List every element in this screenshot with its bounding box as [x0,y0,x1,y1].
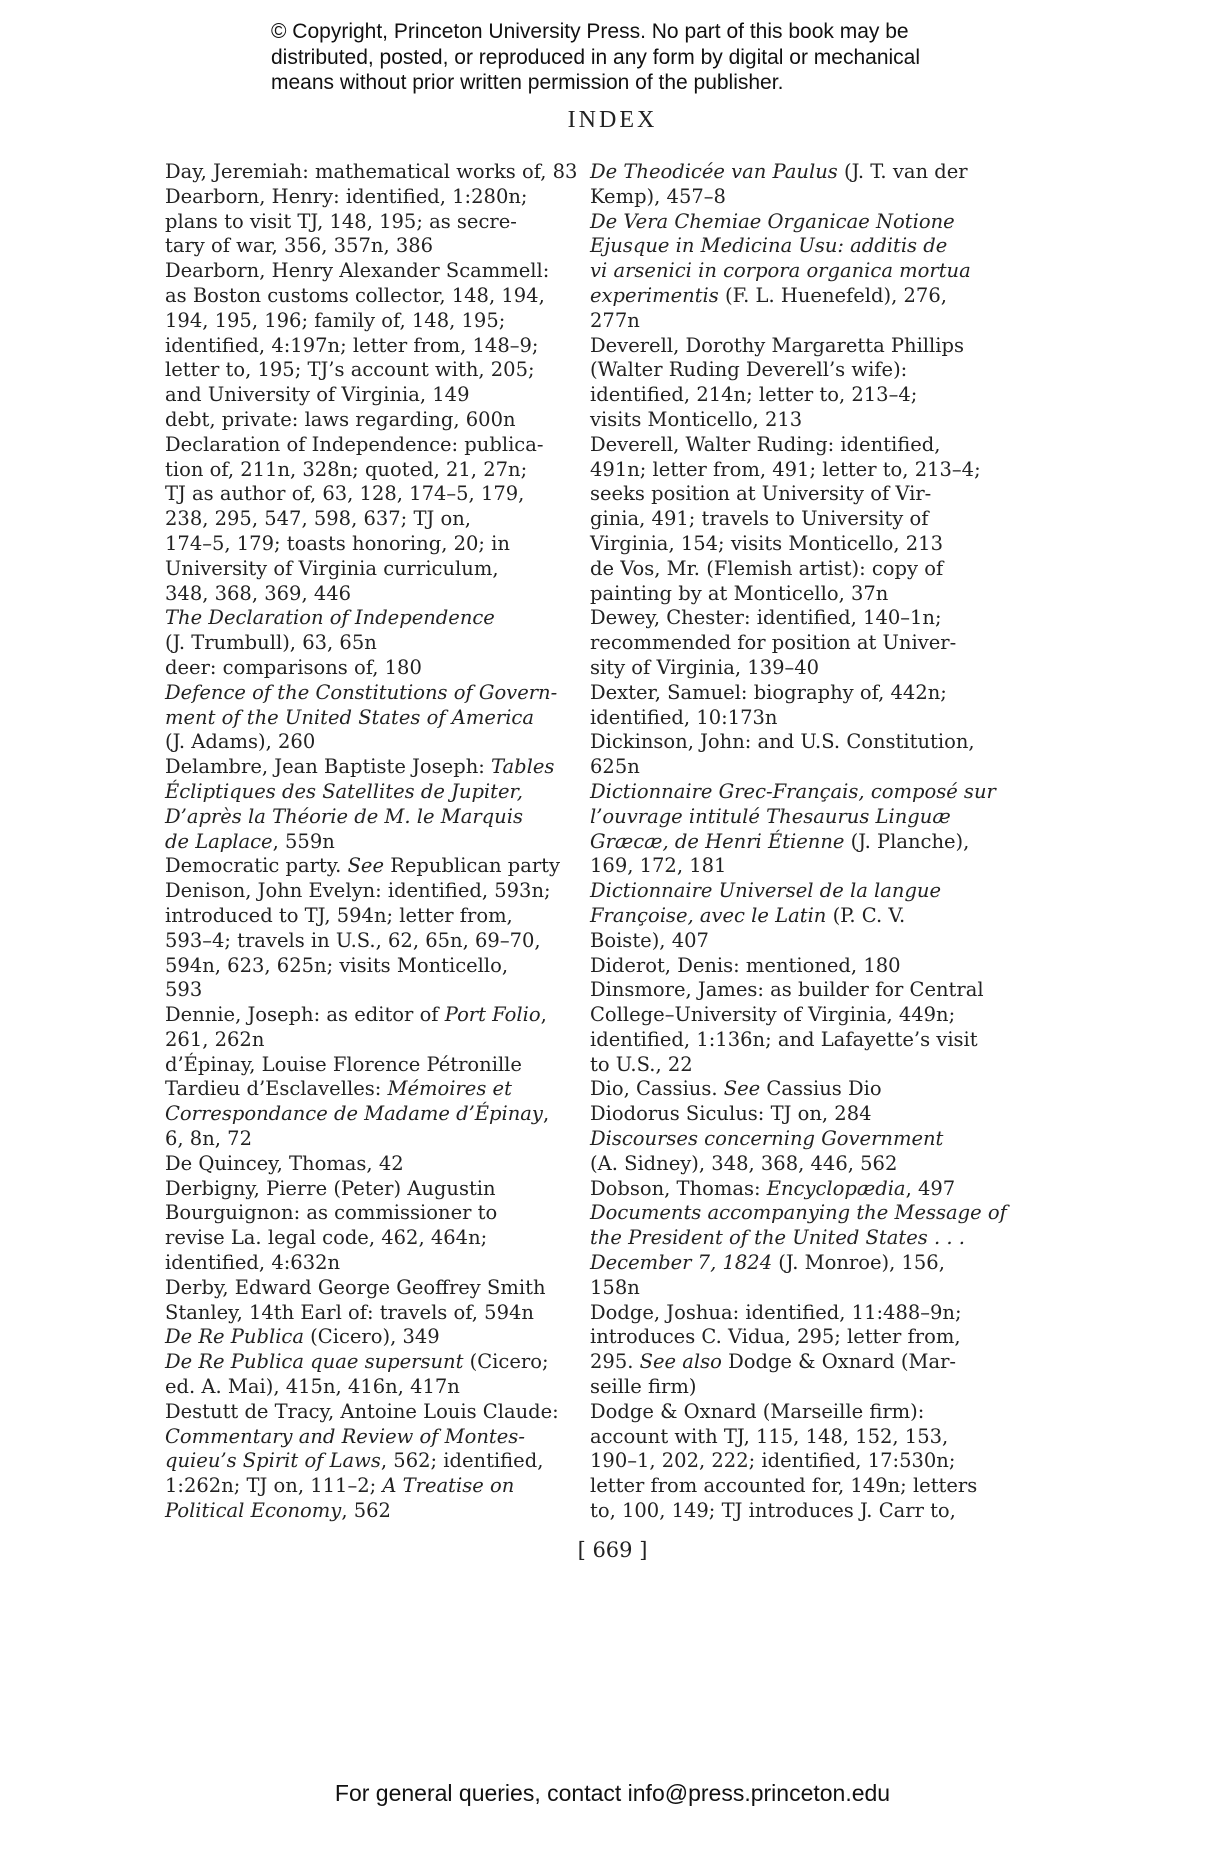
index-entry-line: Dearborn, Henry: identified, 1:280n; [165,184,528,208]
copyright-line: means without prior written permission of the publisher. [271,71,784,94]
index-entry [590,1077,1030,1102]
index-entry-line: 261, 262n [165,1027,265,1051]
index-entry-line: 174–5, 179; toasts honoring, 20; in [165,531,510,555]
index-entry-line: identified, 10:173n [590,705,778,729]
index-entry [590,1102,1030,1127]
index-entry [165,879,605,1003]
index-entry [590,978,1030,1077]
index-entry-line: d’Épinay, Louise Florence Pétronille [165,1052,522,1076]
index-entry-line: Dobson, Thomas: Encyclopædia, 497 [590,1176,956,1200]
index-entry [165,408,605,433]
index-entry-line: and University of Virginia, 149 [165,383,470,407]
index-entry-line: Deverell, Walter Ruding: identified, [590,432,941,456]
index-entry [165,1152,605,1177]
index-entry [165,606,605,656]
index-entry-line: The Declaration of Independence [165,606,495,630]
index-entry [590,160,1030,210]
index-entry-line: 158n [590,1275,640,1299]
index-entry-line: (J. Trumbull), 63, 65n [165,631,377,655]
index-entry-line: (Walter Ruding Deverell’s wife): [590,358,908,382]
index-entry-line: Declaration of Independence: publica- [165,432,544,456]
index-entry-line: letter to, 195; TJ’s account with, 205; [165,358,535,382]
index-entry-line: 169, 172, 181 [590,854,727,878]
index-entry-line: painting by at Monticello, 37n [590,581,889,605]
index-entry-line: De Theodicée van Paulus (J. T. van der [590,160,968,183]
index-entry-line: experimentis (F. L. Huenefeld), 276, [590,283,947,307]
index-entry-line: Day, Jeremiah: mathematical works of, 83 [165,160,578,183]
index-entry [165,185,605,259]
index-entry-line: 190–1, 202, 222; identified, 17:530n; [590,1449,956,1473]
index-entry [165,433,605,607]
index-entry-line: Delambre, Jean Baptiste Joseph: Tables [165,755,555,779]
index-entry [590,557,1030,607]
index-entry [590,1201,1030,1300]
index-entry-line: Defence of the Constitutions of Govern- [165,680,558,704]
index-entry [590,606,1030,680]
page-title: INDEX [567,107,658,133]
index-entry [165,681,605,755]
index-entry-line: seille firm) [590,1375,697,1399]
index-entry-line: Correspondance de Madame d’Épinay, [165,1102,550,1126]
index-entry-line: identified, 1:136n; and Lafayette’s visit [590,1027,978,1051]
index-entry-line: Derby, Edward George Geoffrey Smith [165,1275,546,1299]
index-entry [590,334,1030,433]
index-entry-line: 625n [590,755,640,779]
index-entry-line: 593 [165,978,203,1002]
index-entry-line: 238, 295, 547, 598, 637; TJ on, [165,507,471,531]
index-entry-line: Political Economy, 562 [165,1499,391,1523]
index-entry-line: Dictionnaire Universel de la langue [590,879,942,903]
index-entry-line: plans to visit TJ, 148, 195; as secre- [165,209,517,233]
index-entry-line: Commentary and Review of Montes- [165,1424,525,1448]
index-entry-line: Dewey, Chester: identified, 140–1n; [590,606,942,630]
index-entry-line: Dennie, Joseph: as editor of Port Folio, [165,1003,547,1027]
index-entry-line: University of Virginia curriculum, [165,556,499,580]
index-entry [165,259,605,408]
index-entry-line: (J. Adams), 260 [165,730,316,754]
index-entry-line: ment of the United States of America [165,705,534,729]
index-entry-line: Destutt de Tracy, Antoine Louis Claude: [165,1399,559,1423]
index-entry-line: Stanley, 14th Earl of: travels of, 594n [165,1300,534,1324]
index-entry-line: Democratic party. See Republican party [165,854,561,878]
index-entry-line: Écliptiques des Satellites de Jupiter, [165,779,523,803]
index-entry [590,730,1030,780]
index-entry-line: (A. Sidney), 348, 368, 446, 562 [590,1151,898,1175]
index-entry-line: identified, 4:197n; letter from, 148–9; [165,333,539,357]
index-entry [165,854,605,879]
index-entry-line: tion of, 211n, 328n; quoted, 21, 27n; [165,457,528,481]
index-entry [165,1053,605,1152]
index-entry-line: 348, 368, 369, 446 [165,581,352,605]
index-entry-line: Denison, John Evelyn: identified, 593n; [165,879,551,903]
index-entry-line: deer: comparisons of, 180 [165,655,422,679]
index-column-left [165,160,605,1524]
index-entry [165,1003,605,1053]
index-entry [590,681,1030,731]
index-entry-line: Dio, Cassius. See Cassius Dio [590,1077,882,1101]
index-entry-line: tary of war, 356, 357n, 386 [165,234,434,258]
index-entry [165,160,605,185]
index-entry-line: Tardieu d’Esclavelles: Mémoires et [165,1077,512,1101]
index-entry [590,210,1030,334]
index-entry-line: D’après la Théorie de M. le Marquis [165,804,523,828]
index-entry [590,780,1030,879]
index-entry-line: De Vera Chemiae Organicae Notione [590,209,955,233]
index-entry [590,879,1030,953]
index-entry [590,1177,1030,1202]
index-entry-line: Dexter, Samuel: biography of, 442n; [590,680,947,704]
copyright-line: © Copyright, Princeton University Press. No part of this book may be [271,20,909,43]
index-entry-line: sity of Virginia, 139–40 [590,655,820,679]
index-entry-line: 6, 8n, 72 [165,1127,252,1151]
index-entry-line: De Quincey, Thomas, 42 [165,1151,404,1175]
index-entry [165,1276,605,1326]
index-entry-line: 194, 195, 196; family of, 148, 195; [165,308,506,332]
index-entry-line: Ejusque in Medicina Usu: additis de [590,234,948,258]
index-entry-line: debt, private: laws regarding, 600n [165,407,516,431]
index-entry-line: de Laplace, 559n [165,829,335,853]
index-entry-line: Françoise, avec le Latin (P. C. V. [590,903,906,927]
index-entry-line: quieu’s Spirit of Laws, 562; identified, [165,1449,544,1473]
index-column-right [590,160,1030,1524]
index-entry-line: Dickinson, John: and U.S. Constitution, [590,730,975,754]
index-entry-line: Virginia, 154; visits Monticello, 213 [590,531,943,555]
index-entry-line: identified, 214n; letter to, 213–4; [590,383,918,407]
index-entry-line: 594n, 623, 625n; visits Monticello, [165,953,509,977]
index-entry [165,1177,605,1276]
index-entry-line: December 7, 1824 (J. Monroe), 156, [590,1251,945,1275]
index-entry-line: letter from accounted for, 149n; letters [590,1474,978,1498]
copyright-line: distributed, posted, or reproduced in any form by digital or mechanical [271,45,921,69]
copyright-notice [271,19,991,96]
index-entry-line: the President of the United States . . . [590,1226,965,1250]
index-entry-line: Dearborn, Henry Alexander Scammell: [165,259,550,283]
index-entry-line: TJ as author of, 63, 128, 174–5, 179, [165,482,525,506]
index-entry-line: 295. See also Dodge & Oxnard (Mar- [590,1350,956,1374]
index-entry [165,656,605,681]
index-entry-line: Derbigny, Pierre (Peter) Augustin [165,1176,496,1200]
index-entry-line: revise La. legal code, 462, 464n; [165,1226,488,1250]
index-entry-line: introduced to TJ, 594n; letter from, [165,903,513,927]
index-entry-line: as Boston customs collector, 148, 194, [165,283,545,307]
index-entry-line: Deverell, Dorothy Margaretta Phillips [590,333,965,357]
index-entry-line: to U.S., 22 [590,1052,693,1076]
index-entry-line: identified, 4:632n [165,1251,341,1275]
index-entry-line: 593–4; travels in U.S., 62, 65n, 69–70, [165,928,541,952]
index-entry-line: seeks position at University of Vir- [590,482,932,506]
index-entry-line: account with TJ, 115, 148, 152, 153, [590,1424,949,1448]
index-entry-line: De Re Publica quae supersunt (Cicero; [165,1350,549,1374]
index-entry-line: Kemp), 457–8 [590,184,726,208]
index-entry [590,1301,1030,1400]
index-entry [165,1400,605,1524]
index-entry [590,1127,1030,1177]
index-entry-line: de Vos, Mr. (Flemish artist): copy of [590,556,944,580]
index-entry-line: Boiste), 407 [590,928,709,952]
index-entry [590,433,1030,557]
index-entry-line: De Re Publica (Cicero), 349 [165,1325,440,1349]
index-entry-line: 491n; letter from, 491; letter to, 213–4; [590,457,981,481]
index-entry-line: introduces C. Vidua, 295; letter from, [590,1325,961,1349]
index-entry-line: 277n [590,308,640,332]
index-entry-line: Discourses concerning Government [590,1127,944,1151]
index-entry-line: Diderot, Denis: mentioned, 180 [590,953,901,977]
index-entry-line: 1:262n; TJ on, 111–2; A Treatise on [165,1474,515,1498]
index-entry-line: Dictionnaire Grec-Français, composé sur [590,779,996,803]
index-entry-line: visits Monticello, 213 [590,407,803,431]
index-entry-line: Bourguignon: as commissioner to [165,1201,498,1225]
index-entry [165,1350,605,1400]
index-entry [165,755,605,854]
page-number: [ 669 ] [577,1538,648,1562]
footer-contact: For general queries, contact info@press.princeton.edu [334,1780,891,1806]
index-entry-line: recommended for position at Univer- [590,631,957,655]
index-entry-line: Græcæ, de Henri Étienne (J. Planche), [590,829,970,853]
index-entry-line: ed. A. Mai), 415n, 416n, 417n [165,1375,460,1399]
index-entry-line: Dodge & Oxnard (Marseille firm): [590,1399,925,1423]
index-entry [165,1325,605,1350]
index-entry-line: to, 100, 149; TJ introduces J. Carr to, [590,1499,956,1523]
index-entry-line: Dinsmore, James: as builder for Central [590,978,984,1002]
index-entry-line: College–University of Virginia, 449n; [590,1003,956,1027]
index-entry-line: Diodorus Siculus: TJ on, 284 [590,1102,872,1126]
index-entry-line: ginia, 491; travels to University of [590,507,929,531]
index-entry [590,1400,1030,1524]
index-entry-line: Documents accompanying the Message of [590,1201,1007,1225]
index-entry-line: Dodge, Joshua: identified, 11:488–9n; [590,1300,962,1324]
index-entry-line: vi arsenici in corpora organica mortua [590,259,971,283]
index-entry [590,954,1030,979]
index-entry-line: l’ouvrage intitulé Thesaurus Linguæ [590,804,951,828]
